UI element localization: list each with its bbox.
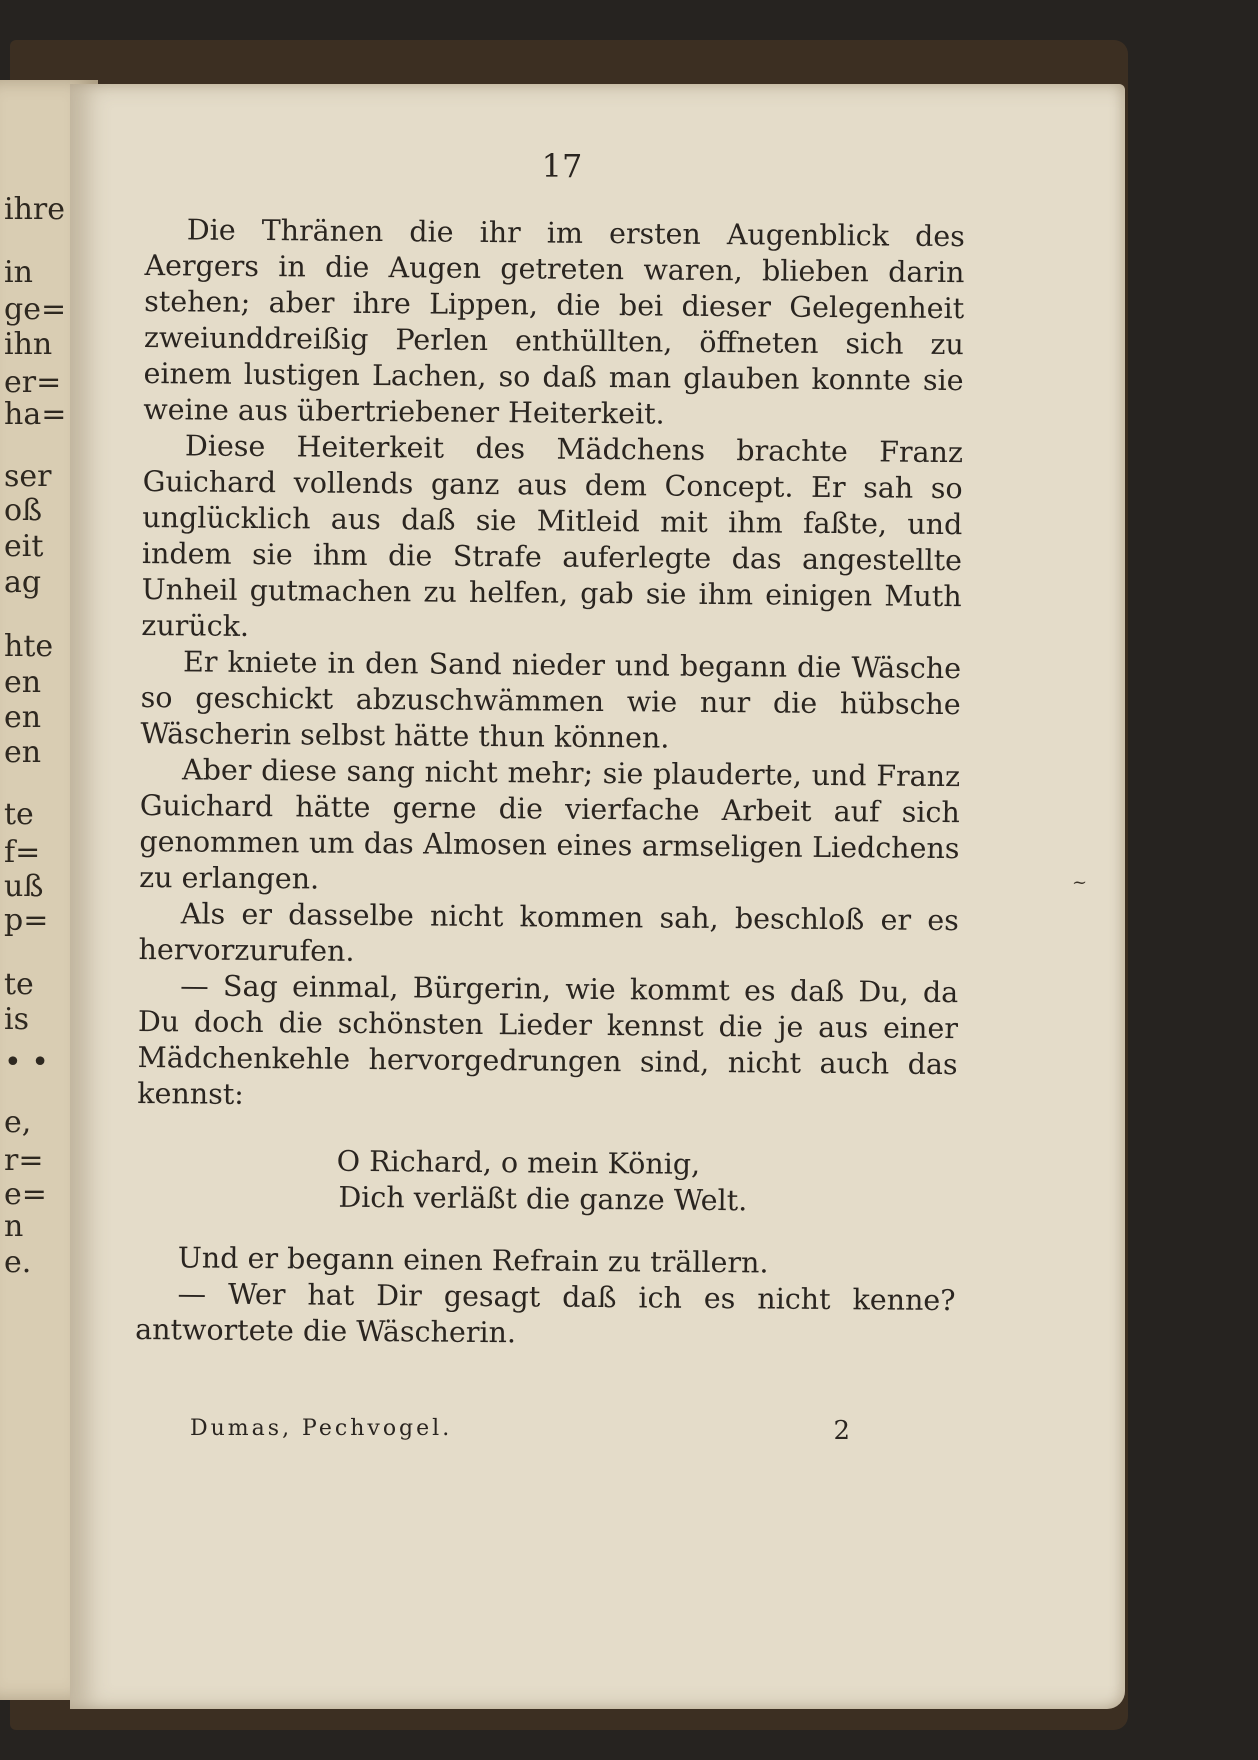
left-page-fragment: ser [4, 459, 52, 494]
left-page-fragment: ha= [4, 397, 67, 432]
page-number: 17 [541, 147, 583, 185]
left-page-fragment: te [4, 797, 34, 832]
left-page-fragment: te [4, 967, 34, 1002]
paragraph-8: — Wer hat Dir gesagt daß ich es nicht kenne? antwortete die Wäscherin. [135, 1277, 956, 1350]
paragraph-5: Als er dasselbe nicht kommen sah, beschloß er es hervorzurufen. [138, 897, 959, 968]
paragraph-2: Diese Heiterkeit des Mädchens brachte Franz Guichard vollends ganz aus dem Concept. Er sah so unglücklich aus daß sie Mitleid mit ihm faßte, und indem sie ihm die Strafe auferlegte das angestellte Unheil gutmachen zu helfen, gab sie ihm einigen Muth zurück. [141, 429, 964, 643]
verse-line-2: Dich verläßt die ganze Welt. [338, 1180, 748, 1218]
left-page-fragment: ihn [4, 327, 53, 362]
verse-quote [336, 1144, 957, 1221]
paragraph-6: — Sag einmal, Bürgerin, wie kommt es daß Du, da Du doch die schönsten Lieder kennst die je aus einer Mädchenkehle hervorgedrungen sind, nicht auch das kennst: [137, 969, 959, 1111]
left-page-fragment: ge= [4, 292, 67, 327]
verse-line-1: O Richard, o mein König, [336, 1144, 701, 1181]
paragraph-1: Die Thränen die ihr im ersten Augenblick des Aergers in die Augen getreten waren, blieben darin stehen; aber ihre Lippen, die bei dieser Gelegenheit zweiunddreißig Perlen enthüllten, öffneten sich zu einem lustigen Lachen, so daß man glauben konnte sie weine aus übertriebener Heiterkeit. [143, 213, 965, 431]
left-page-fragment: f= [4, 835, 41, 870]
left-page-fragment: er= [4, 365, 62, 400]
left-page-fragment: ag [4, 565, 42, 600]
left-page-fragment: eit [4, 529, 44, 564]
left-page-fragment: e, [4, 1105, 32, 1140]
paragraph-4: Aber diese sang nicht mehr; sie plauderte, und Franz Guichard hätte gerne die vierfache Arbeit auf sich genommen um das Almosen eines armseligen Liedchens zu erlangen. [139, 753, 961, 896]
left-page-fragment: ihre [4, 192, 66, 227]
ink-mark-icon: ~ [1072, 872, 1088, 893]
left-page-fragment: is [4, 1002, 29, 1037]
left-page-fragment: en [4, 735, 42, 770]
left-page-fragment: r= [4, 1143, 44, 1178]
left-page-fragment: in [4, 255, 33, 290]
paragraph-3: Er kniete in den Sand nieder und begann die Wäsche so geschickt abzuschwämmen wie nur die hübsche Wäscherin selbst hätte thun können. [140, 645, 962, 755]
left-page-fragment: hte [4, 629, 54, 664]
footer-signature: Dumas, Pechvogel. [190, 1416, 453, 1441]
body-text [135, 212, 965, 1355]
left-page-fragment: p= [4, 903, 49, 938]
left-page-fragment: n [4, 1209, 24, 1244]
paragraph-7: Und er begann einen Refrain zu trällern. [177, 1241, 769, 1280]
page-footer [190, 1416, 850, 1446]
left-page-fragment: en [4, 665, 42, 700]
left-page-fragment: oß [4, 493, 43, 528]
footer-sheet-number: 2 [833, 1416, 850, 1446]
left-page-fragment: • • [4, 1045, 49, 1080]
left-page-fragment: e= [4, 1177, 47, 1212]
left-page-fragment: uß [4, 869, 44, 904]
left-page-fragment: en [4, 700, 42, 735]
left-page-fragment: e. [4, 1245, 32, 1280]
